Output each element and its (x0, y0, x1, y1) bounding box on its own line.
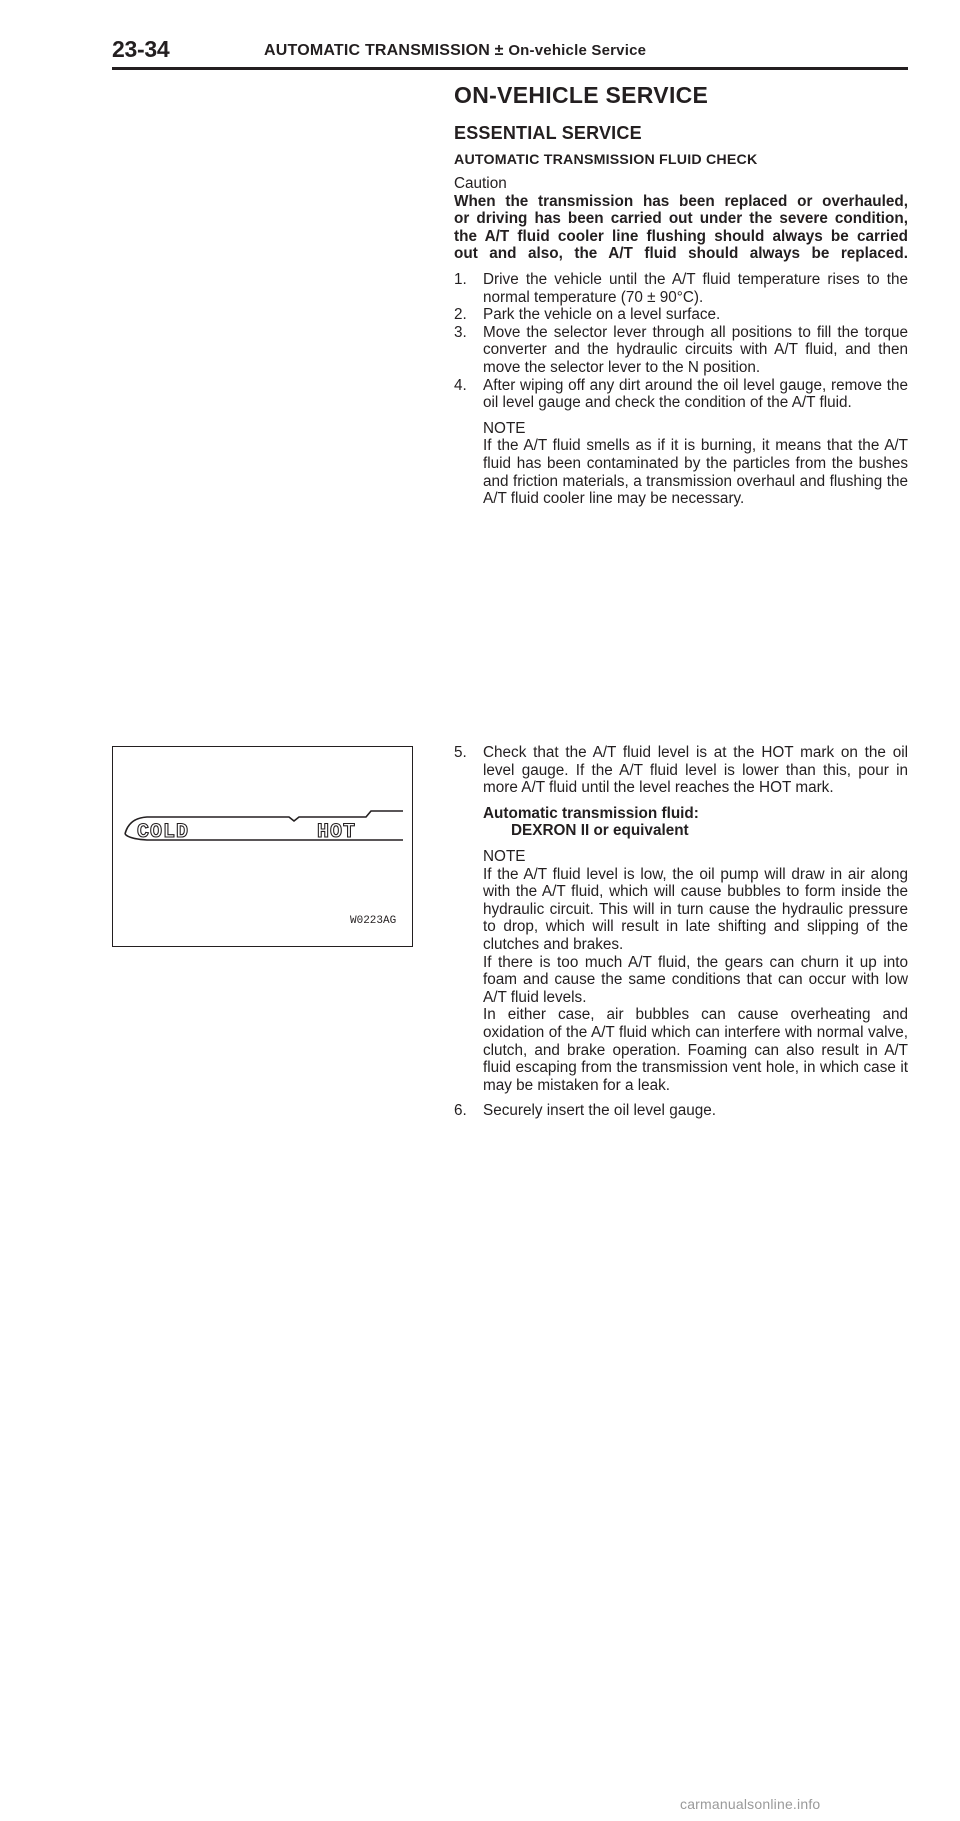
caution-line: out and also, the A/T fluid should always be replaced. (454, 245, 908, 263)
step-number: 2. (454, 306, 467, 324)
note-2 (454, 848, 908, 1094)
figure-code: W0223AG (350, 915, 397, 927)
hot-mark-label: HOT (317, 821, 357, 844)
caution-line: or driving has been carried out under the severe condition, (454, 210, 908, 228)
step-text: Move the selector lever through all positions to fill the torque converter and the hydraulic circuits with A/T fluid, and then move the selector lever to the N position. (483, 323, 908, 376)
step-text: After wiping off any dirt around the oil level gauge, remove the oil level gauge and check the condition of the A/T fluid. (483, 376, 908, 412)
step-text: Park the vehicle on a level surface. (483, 306, 721, 324)
note-text: If the A/T fluid smells as if it is burning, it means that the A/T fluid has been contaminated by the particles from the bushes and friction materials, a transmission overhaul and flushing the A/T fluid cooler line may be necessary. (483, 437, 908, 508)
procedure-title: AUTOMATIC TRANSMISSION FLUID CHECK (454, 152, 758, 168)
running-title-main: AUTOMATIC TRANSMISSION ± (264, 42, 504, 59)
step-number: 6. (454, 1102, 467, 1120)
caution-line: the A/T fluid cooler line flushing should always be carried (454, 227, 908, 245)
section-subtitle: ESSENTIAL SERVICE (454, 123, 642, 143)
header-rule (112, 67, 908, 70)
step-6 (454, 1102, 908, 1120)
watermark: carmanualsonline.info (680, 1796, 821, 1812)
step-number: 3. (454, 323, 467, 341)
cold-mark-label: COLD (137, 821, 190, 844)
note-1 (454, 420, 908, 508)
note-paragraph: In either case, air bubbles can cause overheating and oxidation of the A/T fluid which can interfere with normal valve, clutch, and brake operation. Foaming can also result in A/T fluid escaping from the transmission vent hole, in which case it may be mistaken for a leak. (483, 1006, 908, 1094)
step-text: Check that the A/T fluid level is at the HOT mark on the oil level gauge. If the A/T fluid level is lower than this, pour in more A/T fluid until the level reaches the HOT mark. (483, 744, 908, 797)
page-number: 23-34 (112, 36, 170, 62)
main-column-bottom (454, 744, 908, 1120)
step-2 (454, 306, 908, 324)
step-5 (454, 744, 908, 797)
main-column-top (454, 80, 908, 508)
caution-line: When the transmission has been replaced or overhauled, (454, 192, 908, 210)
step-4 (454, 377, 908, 412)
fluid-spec (454, 805, 908, 840)
note-paragraph: If the A/T fluid level is low, the oil pump will draw in air along with the A/T fluid, which will cause bubbles to form inside the hydraulic circuit. This will in turn cause the hydraulic pressure to drop, which will result in late shifting and slipping of the clutches and brakes. (483, 865, 908, 953)
step-1 (454, 271, 908, 306)
step-3 (454, 324, 908, 377)
caution-text (454, 193, 908, 263)
running-title (264, 42, 646, 60)
step-number: 4. (454, 376, 467, 394)
oil-level-gauge-figure (112, 746, 413, 947)
gauge-illustration (113, 747, 412, 946)
section-title: ON-VEHICLE SERVICE (454, 82, 709, 108)
step-number: 5. (454, 744, 467, 761)
step-number: 1. (454, 270, 467, 288)
running-title-sub: On-vehicle Service (508, 42, 647, 59)
note-paragraph: If there is too much A/T fluid, the gears can churn it up into foam and cause the same conditions that can occur with low A/T fluid levels. (483, 953, 908, 1006)
step-text: Securely insert the oil level gauge. (483, 1102, 716, 1120)
page-header (112, 36, 908, 68)
spec-label: Automatic transmission fluid: (483, 804, 699, 822)
note-label: NOTE (483, 419, 526, 437)
step-text: Drive the vehicle until the A/T fluid temperature rises to the normal temperature (70 ± 90°C). (483, 270, 908, 306)
caution-label: Caution (454, 175, 507, 192)
note-label: NOTE (483, 847, 526, 865)
spec-value: DEXRON II or equivalent (511, 822, 689, 840)
